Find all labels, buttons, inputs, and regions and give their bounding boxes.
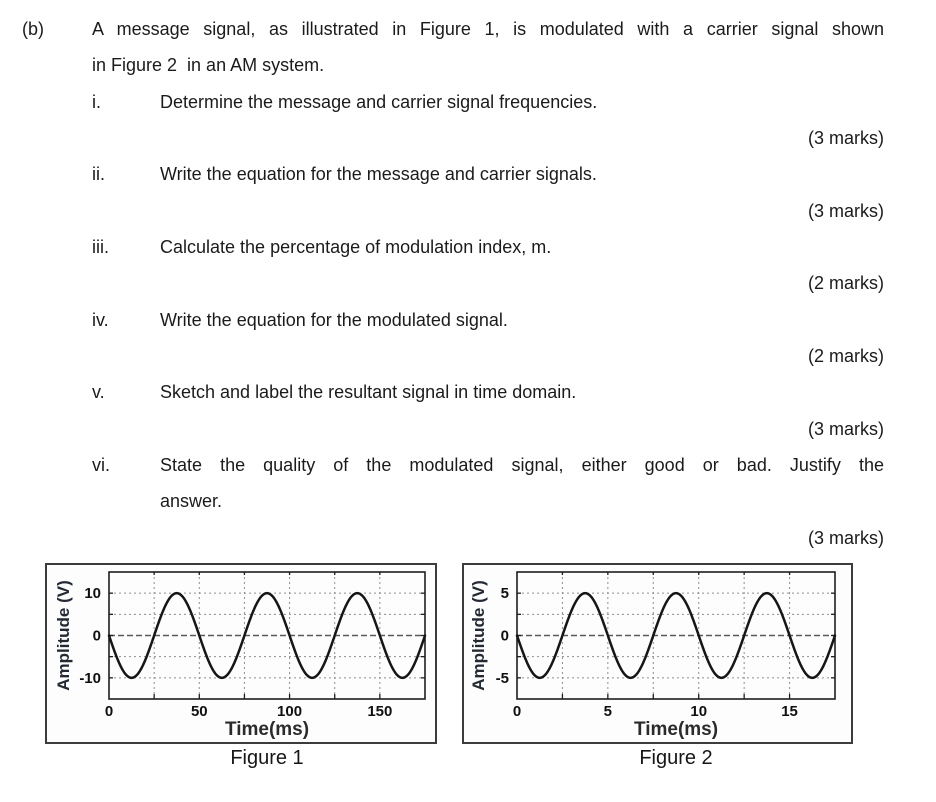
x-tick-label: 5 — [603, 703, 613, 720]
y-axis-title: Amplitude (V) — [54, 580, 73, 691]
item-vi-line-2 — [22, 483, 884, 519]
marks-label: (3 marks) — [808, 127, 884, 148]
item-iii-numeral: iii. — [92, 236, 109, 257]
x-axis-title: Time(ms) — [224, 719, 310, 740]
y-tick-label: 0 — [92, 627, 101, 645]
figure2-box — [462, 563, 853, 744]
item-vi-text-2: answer. — [160, 491, 223, 512]
item-ii-text: Write the equation for the message and carrier signals. — [160, 164, 597, 185]
y-tick-label: 10 — [84, 585, 101, 603]
item-iv-line — [22, 302, 884, 338]
marks-label: (2 marks) — [808, 273, 884, 294]
marks-label: (3 marks) — [808, 200, 884, 221]
item-iv-numeral: iv. — [92, 309, 109, 330]
item-v-numeral: v. — [92, 382, 105, 403]
question-block — [22, 11, 884, 556]
figure2-waveform-chart — [464, 565, 851, 742]
item-ii-line — [22, 156, 884, 192]
figure1-box — [45, 563, 437, 744]
item-i-text: Determine the message and carrier signal frequencies. — [160, 91, 598, 112]
item-v-line — [22, 374, 884, 410]
intro-text-1: A message signal, as illustrated in Figure 1, is modulated with a carrier signal shown — [92, 19, 884, 39]
x-tick-label: 10 — [690, 703, 708, 720]
item-vi-text-1: State the quality of the modulated signal, either good or bad. Justify the — [160, 454, 884, 475]
item-iii-line — [22, 229, 884, 265]
item-i-marks-line — [22, 120, 884, 156]
item-i-line — [22, 84, 884, 120]
item-v-marks-line — [22, 411, 884, 447]
figure1-waveform-chart — [47, 565, 435, 742]
x-axis-title: Time(ms) — [633, 719, 719, 740]
figure1-caption: Figure 1 — [230, 747, 304, 769]
marks-label: (3 marks) — [808, 418, 884, 439]
item-ii-numeral: ii. — [92, 164, 105, 185]
item-vi-numeral: vi. — [92, 454, 110, 475]
x-tick-label: 100 — [277, 703, 303, 720]
item-iv-text: Write the equation for the modulated signal. — [160, 309, 508, 330]
y-axis-title: Amplitude (V) — [469, 580, 488, 691]
x-tick-label: 150 — [367, 703, 393, 720]
item-ii-marks-line — [22, 193, 884, 229]
x-tick-label: 0 — [512, 703, 522, 720]
y-tick-label: -5 — [495, 669, 509, 687]
y-tick-label: 5 — [500, 585, 509, 603]
figure2-caption: Figure 2 — [639, 747, 713, 769]
part-label: (b) — [22, 19, 44, 39]
item-iv-marks-line — [22, 338, 884, 374]
intro-line-1 — [22, 11, 884, 47]
item-vi-line-1 — [22, 447, 884, 483]
y-tick-label: 0 — [500, 627, 509, 645]
x-tick-label: 0 — [104, 703, 114, 720]
marks-label: (2 marks) — [808, 345, 884, 366]
item-v-text: Sketch and label the resultant signal in time domain. — [160, 382, 577, 403]
marks-label: (3 marks) — [808, 527, 884, 548]
intro-line-2 — [22, 47, 884, 83]
item-iii-text: Calculate the percentage of modulation index, m. — [160, 236, 552, 257]
y-tick-label: -10 — [79, 669, 101, 687]
x-tick-label: 50 — [190, 703, 208, 720]
item-vi-marks-line — [22, 520, 884, 556]
item-iii-marks-line — [22, 265, 884, 301]
item-i-numeral: i. — [92, 91, 101, 112]
intro-text-2: in Figure 2 in an AM system. — [92, 55, 325, 76]
x-tick-label: 15 — [781, 703, 798, 720]
